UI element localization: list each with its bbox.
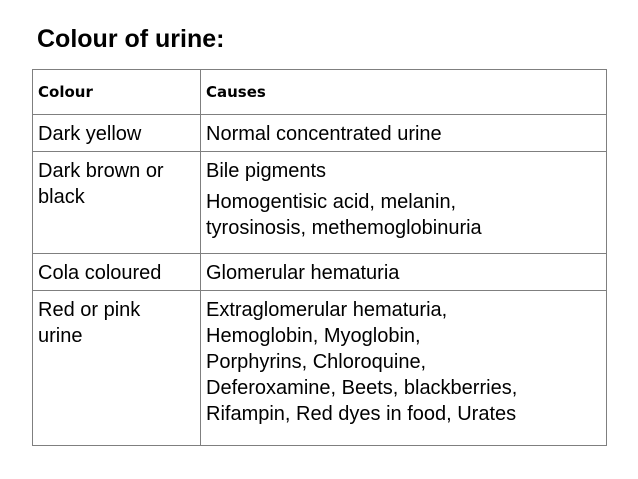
slide-title: Colour of urine: <box>37 25 225 53</box>
colour-text: Red or pink <box>38 299 141 321</box>
causes-text: Hemoglobin, Myoglobin, <box>206 325 421 347</box>
colour-cell <box>33 254 201 291</box>
column-header-colour: Colour <box>33 70 201 115</box>
causes-text: Glomerular hematuria <box>206 262 400 284</box>
colour-cell <box>33 152 201 254</box>
urine-colour-table <box>32 69 607 446</box>
colour-cell <box>33 291 201 446</box>
causes-text: Homogentisic acid, melanin, <box>206 191 457 213</box>
table-row <box>33 254 607 291</box>
causes-text: Rifampin, Red dyes in food, Urates <box>206 403 517 425</box>
table-row <box>33 152 607 254</box>
causes-text: Bile pigments <box>206 160 327 182</box>
colour-text: Dark yellow <box>38 123 142 145</box>
table-row <box>33 291 607 446</box>
causes-text: tyrosinosis, methemoglobinuria <box>206 217 482 239</box>
causes-cell <box>201 254 607 291</box>
causes-cell <box>201 152 607 254</box>
table-row <box>33 115 607 152</box>
colour-text: Cola coloured <box>38 262 162 284</box>
causes-text: Extraglomerular hematuria, <box>206 299 448 321</box>
colour-cell <box>33 115 201 152</box>
column-header-causes: Causes <box>201 70 607 115</box>
causes-cell <box>201 115 607 152</box>
table-header-row <box>33 70 607 115</box>
colour-text: black <box>38 186 85 208</box>
colour-text: Dark brown or <box>38 160 164 182</box>
causes-text: Deferoxamine, Beets, blackberries, <box>206 377 518 399</box>
causes-text: Normal concentrated urine <box>206 123 442 145</box>
causes-cell <box>201 291 607 446</box>
colour-text: urine <box>38 325 83 347</box>
causes-text: Porphyrins, Chloroquine, <box>206 351 427 373</box>
